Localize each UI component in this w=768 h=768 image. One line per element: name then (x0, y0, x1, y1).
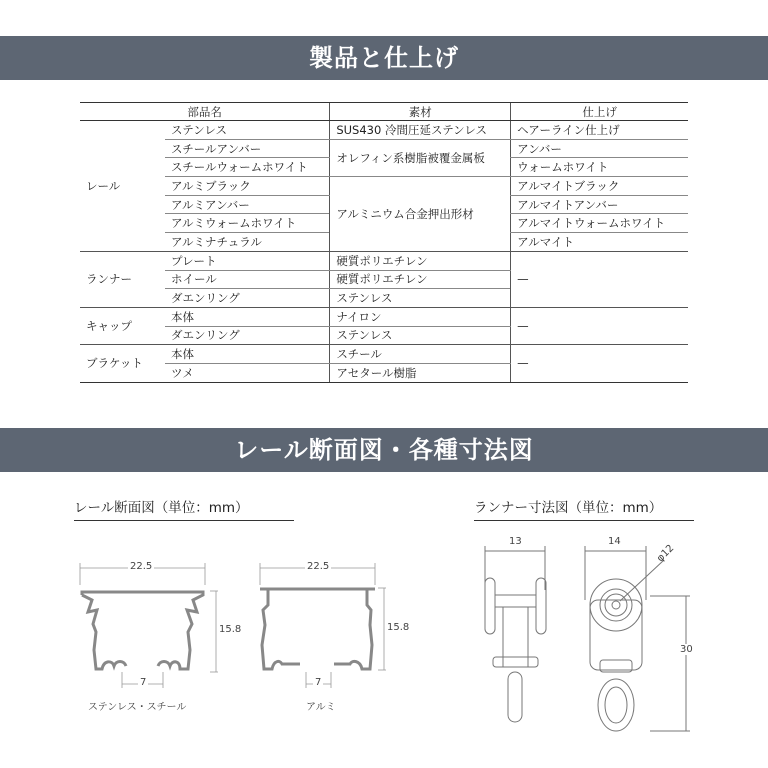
alu-gap-label: 7 (315, 677, 322, 688)
wheel-diameter-label: φ12 (654, 542, 677, 565)
finish-cell: アルマイトブラック (511, 177, 688, 196)
material-cell: アセタール樹脂 (330, 363, 511, 382)
material-cell: ナイロン (330, 307, 511, 326)
material-cell: アルミニウム合金押出形材 (330, 177, 511, 252)
steel-gap-label: 7 (140, 677, 147, 688)
runner-front-width-label: 14 (608, 536, 621, 547)
finish-cell: ウォームホワイト (511, 158, 688, 177)
header-part: 部品名 (80, 103, 330, 121)
steel-label: ステンレス・スチール (88, 702, 187, 713)
steel-width-label: 22.5 (130, 561, 153, 572)
part-cell: ステンレス (165, 121, 330, 140)
alu-width-label: 22.5 (307, 561, 330, 572)
material-cell: 硬質ポリエチレン (330, 270, 511, 289)
finish-cell: — (511, 307, 688, 344)
runner-front-drawing (585, 546, 690, 731)
runner-dims-title: ランナー寸法図（単位：mm） (474, 496, 694, 521)
runner-height-label: 30 (680, 644, 693, 655)
alu-rail-profile-drawing (260, 563, 386, 688)
finish-cell: アルマイトウォームホワイト (511, 214, 688, 233)
runner-side-drawing (485, 546, 546, 722)
finish-cell: アルマイト (511, 233, 688, 252)
part-cell: アルミウォームホワイト (165, 214, 330, 233)
part-cell: プレート (165, 251, 330, 270)
part-cell: アルミナチュラル (165, 233, 330, 252)
part-cell: スチールアンバー (165, 139, 330, 158)
material-cell: オレフィン系樹脂被覆金属板 (330, 139, 511, 176)
section-header-products: 製品と仕上げ (0, 36, 768, 80)
part-cell: ツメ (165, 363, 330, 382)
finish-cell: アンバー (511, 139, 688, 158)
material-cell: ステンレス (330, 326, 511, 345)
alu-label: アルミ (306, 702, 336, 713)
header-material: 素材 (330, 103, 511, 121)
part-cell: 本体 (165, 307, 330, 326)
material-cell: ステンレス (330, 289, 511, 308)
part-cell: ダエンリング (165, 326, 330, 345)
category-runner: ランナー (80, 251, 165, 307)
material-cell: SUS430 冷間圧延ステンレス (330, 121, 511, 140)
steel-height-label: 15.8 (219, 624, 242, 635)
part-cell: アルミブラック (165, 177, 330, 196)
category-bracket: ブラケット (80, 345, 165, 382)
part-cell: 本体 (165, 345, 330, 364)
rail-section-title: レール断面図（単位：mm） (74, 496, 294, 521)
material-cell: 硬質ポリエチレン (330, 251, 511, 270)
header-finish: 仕上げ (511, 103, 688, 121)
part-cell: アルミアンバー (165, 195, 330, 214)
finish-cell: — (511, 345, 688, 382)
finish-cell: — (511, 251, 688, 307)
part-cell: ダエンリング (165, 289, 330, 308)
category-rail: レール (80, 121, 165, 252)
material-cell: スチール (330, 345, 511, 364)
part-cell: ホイール (165, 270, 330, 289)
finish-cell: アルマイトアンバー (511, 195, 688, 214)
alu-height-label: 15.8 (387, 622, 410, 633)
finish-cell: ヘアーライン仕上げ (511, 121, 688, 140)
section-header-dimensions: レール断面図・各種寸法図 (0, 428, 768, 472)
part-cell: スチールウォームホワイト (165, 158, 330, 177)
runner-side-width-label: 13 (509, 536, 522, 547)
steel-rail-profile-drawing (80, 563, 218, 688)
category-cap: キャップ (80, 307, 165, 344)
